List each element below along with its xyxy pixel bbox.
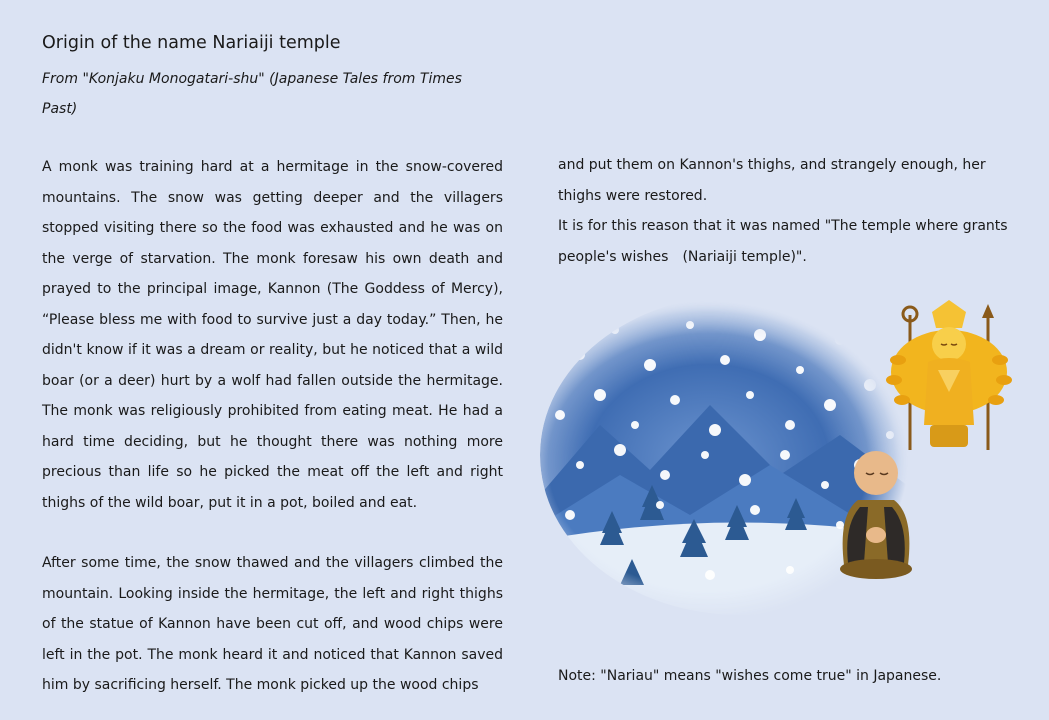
story-paragraph-1: A monk was training hard at a hermitage in the snow-covered mountains. The snow was getting deeper and the villagers stopped visiting there so the food was exhausted and he was on the verge of starvation. The monk foresaw his own death and prayed to the principal image, Kannon (The Goddess of Mercy), “Please bless me with food to survive just a day today.” Then, he didn't know if it was a dream or reality, but he noticed that a wild boar (or a deer) hurt by a wolf had fallen outside the hermitage. The monk was religiously prohibited from eating meat. He had a hard time deciding, but he thought there was nothing more precious than life so he picked the meat off the left and right thighs of the wild boar, put it in a pot, boiled and eat. xyxy=(42,159,503,511)
note-text: Note: "Nariau" means "wishes come true" in Japanese. xyxy=(558,668,942,684)
story-illustration xyxy=(540,295,1020,615)
story-column-left xyxy=(42,152,503,701)
story-column-right xyxy=(558,150,1018,272)
story-paragraph-4: It is for this reason that it was named "The temple where grants people's wishes (Nariaiji temple)". xyxy=(558,218,1008,265)
story-paragraph-2: After some time, the snow thawed and the villagers climbed the mountain. Looking inside the hermitage, the left and right thighs of the statue of Kannon have been cut off, and wood chips were left in the pot. The monk heard it and noticed that Kannon saved him by sacrificing herself. The monk picked up the wood chips xyxy=(42,555,503,693)
page-title: Origin of the name Nariaiji temple xyxy=(42,33,341,53)
story-paragraph-3: and put them on Kannon's thighs, and strangely enough, her thighs were restored. xyxy=(558,157,986,204)
source-subtitle: From "Konjaku Monogatari-shu" (Japanese Tales from Times Past) xyxy=(42,71,462,117)
